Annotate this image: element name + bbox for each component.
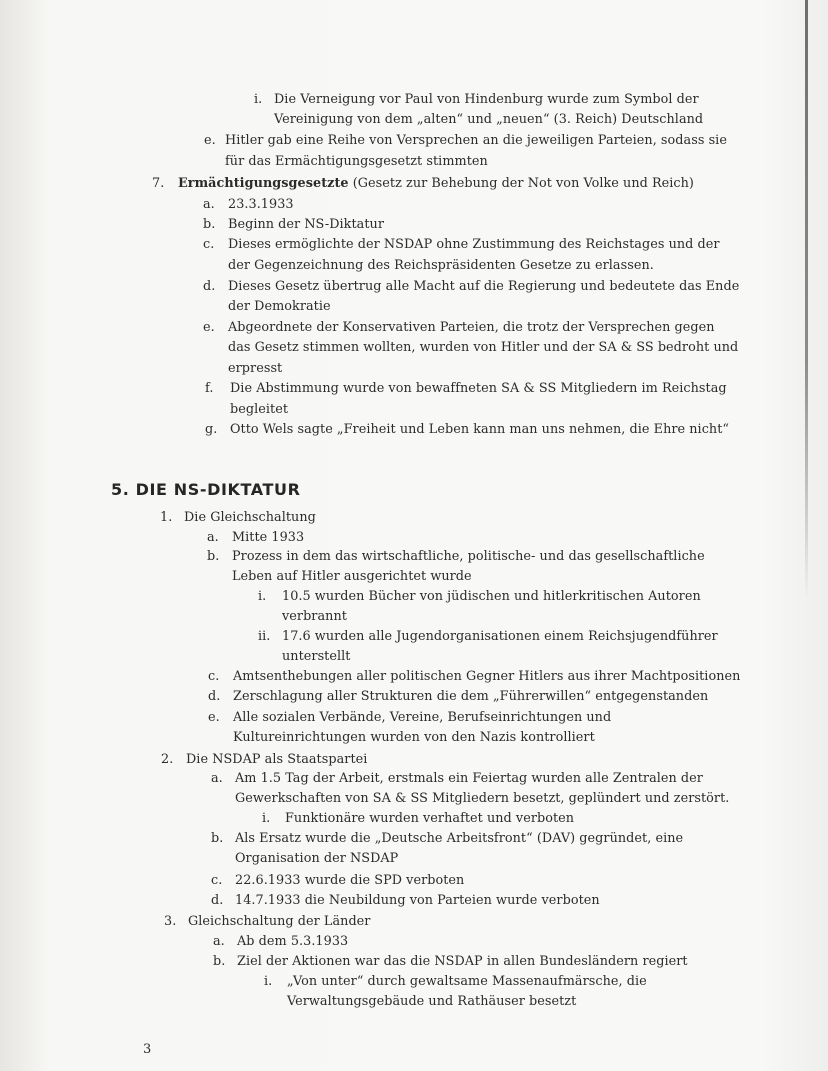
line-text: Organisation der NSDAP	[235, 851, 399, 866]
line-text: verbrannt	[282, 609, 347, 624]
list-marker: f.	[205, 381, 214, 396]
list-marker: 7.	[152, 176, 165, 191]
text-line	[274, 112, 703, 128]
text-line	[235, 791, 729, 807]
text-line	[230, 381, 727, 397]
list-marker: d.	[208, 689, 221, 704]
text-line	[186, 752, 367, 768]
line-text: das Gesetz stimmen wollten, wurden von Hitler und der SA & SS bedroht und	[228, 340, 739, 355]
text-line	[228, 237, 720, 253]
text-line	[282, 589, 701, 605]
text-line	[237, 954, 688, 970]
text-line	[188, 914, 370, 930]
line-text: für das Ermächtigungsgesetzt stimmten	[225, 154, 488, 169]
line-text: Alle sozialen Verbände, Vereine, Berufseinrichtungen und	[233, 710, 612, 725]
line-text: der Gegenzeichnung des Reichspräsidenten Gesetze zu erlassen.	[228, 258, 654, 273]
text-line	[282, 649, 350, 665]
text-line	[228, 299, 331, 315]
line-text: Beginn der NS-Diktatur	[228, 217, 384, 232]
list-marker: b.	[203, 217, 216, 232]
list-marker: e.	[204, 133, 216, 148]
list-marker: i.	[262, 811, 271, 826]
line-text: unterstellt	[282, 649, 351, 664]
list-marker: e.	[208, 710, 220, 725]
line-text: (Gesetz zur Behebung der Not von Volke und Reich)	[348, 176, 694, 191]
line-text: Die Verneigung vor Paul von Hindenburg wurde zum Symbol der	[274, 92, 699, 107]
line-text: begleitet	[230, 402, 289, 417]
line-text: erpresst	[228, 361, 283, 376]
line-text: Als Ersatz wurde die „Deutsche Arbeitsfront“ (DAV) gegründet, eine	[235, 831, 684, 846]
line-text: 17.6 wurden alle Jugendorganisationen einem Reichsjugendführer	[282, 629, 718, 644]
list-marker: a.	[203, 197, 215, 212]
text-line	[274, 92, 699, 108]
text-line	[233, 710, 611, 726]
list-marker: i.	[258, 589, 267, 604]
text-line	[233, 669, 740, 685]
line-text: Leben auf Hitler ausgerichtet wurde	[232, 569, 472, 584]
line-text: der Demokratie	[228, 299, 331, 314]
text-line	[228, 217, 384, 233]
list-marker: a.	[211, 771, 223, 786]
line-text: Gleichschaltung der Länder	[188, 914, 371, 929]
text-line	[235, 771, 703, 787]
list-marker: b.	[207, 549, 220, 564]
line-text: Die Gleichschaltung	[184, 510, 316, 525]
text-line	[235, 893, 600, 909]
text-line	[232, 569, 472, 585]
text-line	[178, 176, 694, 192]
text-line	[235, 873, 464, 889]
list-marker: e.	[203, 320, 215, 335]
line-text: Amtsenthebungen aller politischen Gegner Hitlers aus ihrer Machtpositionen	[233, 669, 741, 684]
line-text: Die Abstimmung wurde von bewaffneten SA & SS Mitgliedern im Reichstag	[230, 381, 727, 396]
text-line	[287, 994, 576, 1010]
list-marker: a.	[213, 934, 225, 949]
list-marker: b.	[211, 831, 224, 846]
text-line	[237, 934, 348, 950]
line-text: Abgeordnete der Konservativen Parteien, die trotz der Versprechen gegen	[228, 320, 715, 335]
line-text: Mitte 1933	[232, 530, 305, 545]
text-line	[225, 154, 488, 170]
paper-edge-line	[805, 0, 808, 600]
line-text: Funktionäre wurden verhaftet und verboten	[285, 811, 575, 826]
list-marker: d.	[203, 279, 216, 294]
line-text: Die NSDAP als Staatspartei	[186, 752, 368, 767]
text-line	[235, 851, 398, 867]
bold-term: Ermächtigungsgesetzte	[178, 176, 349, 191]
line-text: Prozess in dem das wirtschaftliche, politische- und das gesellschaftliche	[232, 549, 705, 564]
line-text: „Von unter“ durch gewaltsame Massenaufmärsche, die	[287, 974, 647, 989]
line-text: 23.3.1933	[228, 197, 294, 212]
text-line	[232, 549, 705, 565]
line-text: Ziel der Aktionen war das die NSDAP in allen Bundesländern regiert	[237, 954, 688, 969]
text-line	[230, 402, 288, 418]
text-line	[228, 279, 739, 295]
text-line	[233, 689, 708, 705]
list-marker: ii.	[258, 629, 271, 644]
text-line	[228, 361, 282, 377]
text-line	[282, 609, 347, 625]
line-text: Kultureinrichtungen wurden von den Nazis kontrolliert	[233, 730, 595, 745]
page-number: 3	[143, 1042, 152, 1057]
text-line	[230, 422, 729, 438]
list-marker: a.	[207, 530, 219, 545]
text-line	[235, 831, 683, 847]
text-line	[233, 730, 595, 746]
list-marker: b.	[213, 954, 226, 969]
section-heading: 5. DIE NS-DIKTATUR	[111, 480, 301, 499]
line-text: Zerschlagung aller Strukturen die dem „Führerwillen“ entgegenstanden	[233, 689, 709, 704]
list-marker: g.	[205, 422, 218, 437]
list-marker: 2.	[161, 752, 174, 767]
line-text: Dieses Gesetz übertrug alle Macht auf die Regierung und bedeutete das Ende	[228, 279, 740, 294]
line-text: Hitler gab eine Reihe von Versprechen an die jeweiligen Parteien, sodass sie	[225, 133, 727, 148]
line-text: 14.7.1933 die Neubildung von Parteien wurde verboten	[235, 893, 600, 908]
text-line	[228, 320, 715, 336]
line-text: Verwaltungsgebäude und Rathäuser besetzt	[287, 994, 577, 1009]
list-marker: i.	[264, 974, 273, 989]
line-text: 22.6.1933 wurde die SPD verboten	[235, 873, 465, 888]
list-marker: c.	[203, 237, 215, 252]
line-text: Am 1.5 Tag der Arbeit, erstmals ein Feiertag wurden alle Zentralen der	[235, 771, 703, 786]
text-line	[225, 133, 727, 149]
text-line	[287, 974, 647, 990]
text-line	[282, 629, 718, 645]
line-text: Gewerkschaften von SA & SS Mitgliedern besetzt, geplündert und zerstört.	[235, 791, 730, 806]
text-line	[232, 530, 304, 546]
list-marker: 3.	[164, 914, 177, 929]
list-marker: 1.	[160, 510, 173, 525]
text-line	[184, 510, 316, 526]
line-text: Ab dem 5.3.1933	[237, 934, 349, 949]
text-line	[228, 197, 294, 213]
line-text: Vereinigung von dem „alten“ und „neuen“ (3. Reich) Deutschland	[274, 112, 704, 127]
list-marker: c.	[211, 873, 223, 888]
line-text: 10.5 wurden Bücher von jüdischen und hitlerkritischen Autoren	[282, 589, 701, 604]
text-line	[228, 258, 654, 274]
line-text: Otto Wels sagte „Freiheit und Leben kann man uns nehmen, die Ehre nicht“	[230, 422, 729, 437]
line-text: Dieses ermöglichte der NSDAP ohne Zustimmung des Reichstages und der	[228, 237, 720, 252]
list-marker: d.	[211, 893, 224, 908]
text-line	[285, 811, 574, 827]
list-marker: i.	[254, 92, 263, 107]
list-marker: c.	[208, 669, 220, 684]
text-line	[228, 340, 738, 356]
